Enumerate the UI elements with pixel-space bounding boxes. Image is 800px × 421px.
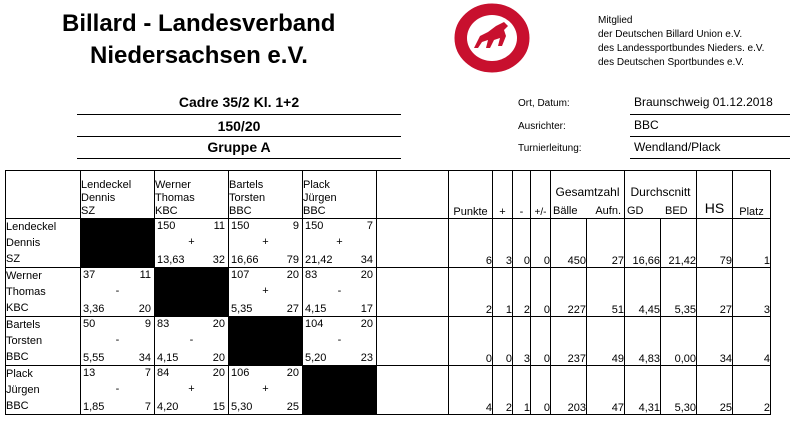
player-club: BBC bbox=[303, 205, 326, 217]
divider bbox=[630, 158, 790, 159]
match-gd: 4,20 bbox=[157, 401, 179, 413]
header-plusminus: +/- bbox=[531, 171, 551, 219]
stat-bed: 21,42 bbox=[661, 219, 697, 268]
stat-platz: 2 bbox=[733, 366, 771, 415]
player-club: BBC bbox=[229, 205, 252, 217]
date-label: Ort, Datum: bbox=[518, 98, 570, 109]
match-gd: 5,20 bbox=[305, 352, 327, 364]
match-sign: + bbox=[336, 236, 343, 248]
row-player-label bbox=[6, 317, 81, 366]
stat-pm: 0 bbox=[531, 317, 551, 366]
member-line: der Deutschen Billard Union e.V. bbox=[598, 29, 743, 40]
player-club: BBC bbox=[6, 351, 29, 363]
match-cell bbox=[303, 219, 377, 268]
stat-minus: 3 bbox=[513, 317, 531, 366]
match-balls: 83 bbox=[157, 318, 170, 330]
match-balls: 84 bbox=[157, 367, 170, 379]
stat-plus: 1 bbox=[493, 268, 513, 317]
stat-gd: 16,66 bbox=[625, 219, 661, 268]
match-cell bbox=[229, 366, 303, 415]
player-row bbox=[6, 366, 771, 415]
stat-baelle: 203 bbox=[551, 366, 587, 415]
player-first: Torsten bbox=[229, 192, 266, 204]
match-balls: 150 bbox=[157, 220, 176, 232]
header-baelle: Bälle bbox=[553, 205, 578, 217]
stat-baelle: 450 bbox=[551, 219, 587, 268]
match-cell bbox=[303, 268, 377, 317]
stat-punkte: 0 bbox=[449, 317, 493, 366]
col-player-4 bbox=[303, 171, 377, 219]
player-club: KBC bbox=[6, 302, 29, 314]
player-last: Plack bbox=[6, 368, 33, 380]
stat-aufn: 27 bbox=[587, 219, 625, 268]
stat-baelle: 237 bbox=[551, 317, 587, 366]
match-balls: 13 bbox=[83, 367, 96, 379]
member-line: Mitglied bbox=[598, 15, 633, 26]
player-last: Werner bbox=[155, 179, 191, 191]
header-gd: GD bbox=[627, 205, 644, 217]
match-gd: 3,36 bbox=[83, 303, 105, 315]
durchschnitt-label: Durchscnitt bbox=[630, 185, 691, 199]
match-cell bbox=[81, 366, 155, 415]
match-balls: 106 bbox=[231, 367, 250, 379]
match-hs: 25 bbox=[286, 401, 299, 413]
date-value: Braunschweig 01.12.2018 bbox=[634, 95, 773, 109]
match-cell bbox=[155, 219, 229, 268]
match-cell bbox=[155, 317, 229, 366]
association-logo bbox=[452, 2, 532, 74]
match-innings: 11 bbox=[213, 220, 225, 232]
stat-punkte: 2 bbox=[449, 268, 493, 317]
self-match-cell bbox=[303, 366, 377, 415]
player-first: Jürgen bbox=[303, 192, 337, 204]
self-match-cell bbox=[155, 268, 229, 317]
header-aufn: Aufn. bbox=[595, 205, 621, 217]
match-hs: 7 bbox=[144, 401, 151, 413]
match-hs: 20 bbox=[138, 303, 151, 315]
match-sign: + bbox=[188, 383, 195, 395]
stat-hs: 27 bbox=[697, 268, 733, 317]
player-last: Lendeckel bbox=[81, 179, 132, 191]
row-player-label bbox=[6, 219, 81, 268]
match-sign: - bbox=[337, 285, 342, 297]
stat-aufn: 49 bbox=[587, 317, 625, 366]
match-balls: 50 bbox=[83, 318, 96, 330]
match-innings: 9 bbox=[144, 318, 151, 330]
match-balls: 37 bbox=[83, 269, 96, 281]
player-first: Thomas bbox=[6, 286, 46, 298]
stat-plus: 0 bbox=[493, 317, 513, 366]
lead-value: Wendland/Plack bbox=[634, 140, 721, 154]
match-hs: 27 bbox=[286, 303, 299, 315]
match-hs: 34 bbox=[138, 352, 151, 364]
header-bed: BED bbox=[665, 205, 688, 217]
empty-cell bbox=[377, 268, 449, 317]
match-innings: 20 bbox=[286, 269, 299, 281]
col-player-3 bbox=[229, 171, 303, 219]
header-gesamtzahl bbox=[551, 171, 625, 219]
player-last: Bartels bbox=[6, 319, 41, 331]
match-balls: 104 bbox=[305, 318, 324, 330]
stat-aufn: 47 bbox=[587, 366, 625, 415]
stat-platz: 3 bbox=[733, 268, 771, 317]
divider bbox=[77, 158, 401, 159]
player-last: Werner bbox=[6, 270, 42, 282]
row-player-label bbox=[6, 268, 81, 317]
player-row bbox=[6, 268, 771, 317]
match-balls: 150 bbox=[305, 220, 324, 232]
match-sign: + bbox=[188, 236, 195, 248]
match-sign: + bbox=[262, 383, 269, 395]
stat-platz: 4 bbox=[733, 317, 771, 366]
header-plus: + bbox=[493, 171, 513, 219]
match-balls: 107 bbox=[231, 269, 250, 281]
match-innings: 11 bbox=[139, 269, 151, 281]
match-sign: - bbox=[337, 334, 342, 346]
match-cell bbox=[229, 268, 303, 317]
player-first: Jürgen bbox=[6, 384, 40, 396]
empty-cell bbox=[377, 219, 449, 268]
stat-minus: 0 bbox=[513, 219, 531, 268]
match-cell bbox=[81, 317, 155, 366]
match-innings: 9 bbox=[292, 220, 299, 232]
member-line: des Landessportbundes Nieders. e.V. bbox=[598, 43, 765, 54]
self-match-cell bbox=[229, 317, 303, 366]
stat-hs: 34 bbox=[697, 317, 733, 366]
stat-pm: 0 bbox=[531, 219, 551, 268]
empty-cell bbox=[377, 171, 449, 219]
match-gd: 4,15 bbox=[157, 352, 179, 364]
match-hs: 34 bbox=[360, 254, 373, 266]
match-sign: - bbox=[115, 285, 120, 297]
match-gd: 21,42 bbox=[305, 254, 333, 266]
empty-cell bbox=[377, 317, 449, 366]
match-cell bbox=[81, 268, 155, 317]
divider bbox=[77, 136, 401, 137]
stat-plus: 2 bbox=[493, 366, 513, 415]
self-match-cell bbox=[81, 219, 155, 268]
player-row bbox=[6, 219, 771, 268]
player-club: KBC bbox=[155, 205, 178, 217]
match-balls: 150 bbox=[231, 220, 250, 232]
stat-pm: 0 bbox=[531, 268, 551, 317]
match-gd: 5,55 bbox=[83, 352, 105, 364]
divider bbox=[630, 136, 790, 137]
player-first: Torsten bbox=[6, 335, 43, 347]
header-row bbox=[6, 171, 771, 219]
match-innings: 7 bbox=[366, 220, 373, 232]
stat-plus: 3 bbox=[493, 219, 513, 268]
stat-minus: 2 bbox=[513, 268, 531, 317]
match-cell bbox=[229, 219, 303, 268]
match-hs: 17 bbox=[360, 303, 373, 315]
row-player-label bbox=[6, 366, 81, 415]
stat-punkte: 4 bbox=[449, 366, 493, 415]
match-innings: 7 bbox=[144, 367, 151, 379]
distance: 150/20 bbox=[217, 118, 261, 134]
org-title-line2: Niedersachsen e.V. bbox=[90, 42, 308, 69]
stat-pm: 0 bbox=[531, 366, 551, 415]
match-innings: 20 bbox=[212, 318, 225, 330]
org-title-line1: Billard - Landesverband bbox=[62, 10, 336, 37]
stat-aufn: 51 bbox=[587, 268, 625, 317]
stat-bed: 5,35 bbox=[661, 268, 697, 317]
gesamtzahl-label: Gesamtzahl bbox=[555, 185, 620, 199]
group: Gruppe A bbox=[207, 139, 271, 155]
stat-hs: 25 bbox=[697, 366, 733, 415]
match-balls: 83 bbox=[305, 269, 318, 281]
match-innings: 20 bbox=[286, 367, 299, 379]
stat-gd: 4,31 bbox=[625, 366, 661, 415]
discipline: Cadre 35/2 Kl. 1+2 bbox=[178, 94, 300, 110]
player-last: Lendeckel bbox=[6, 221, 57, 233]
stat-minus: 1 bbox=[513, 366, 531, 415]
player-club: BBC bbox=[6, 400, 29, 412]
player-first: Dennis bbox=[81, 192, 116, 204]
match-hs: 79 bbox=[286, 254, 299, 266]
match-sign: - bbox=[115, 334, 120, 346]
player-row bbox=[6, 317, 771, 366]
host-value: BBC bbox=[634, 118, 659, 132]
col-player-1 bbox=[81, 171, 155, 219]
col-player-2 bbox=[155, 171, 229, 219]
stat-gd: 4,83 bbox=[625, 317, 661, 366]
corner-cell bbox=[6, 171, 81, 219]
player-club: SZ bbox=[6, 253, 21, 265]
match-gd: 5,30 bbox=[231, 401, 253, 413]
player-last: Plack bbox=[303, 179, 330, 191]
results-table bbox=[5, 170, 771, 415]
match-gd: 4,15 bbox=[305, 303, 327, 315]
member-line: des Deutschen Sportbundes e.V. bbox=[598, 57, 744, 68]
match-cell bbox=[303, 317, 377, 366]
header-minus: - bbox=[513, 171, 531, 219]
stat-bed: 0,00 bbox=[661, 317, 697, 366]
membership-note bbox=[598, 14, 764, 70]
player-club: SZ bbox=[81, 205, 96, 217]
match-cell bbox=[155, 366, 229, 415]
match-gd: 13,63 bbox=[157, 254, 185, 266]
match-sign: + bbox=[262, 236, 269, 248]
player-first: Thomas bbox=[155, 192, 195, 204]
match-gd: 1,85 bbox=[83, 401, 105, 413]
empty-cell bbox=[377, 366, 449, 415]
match-sign: - bbox=[115, 383, 120, 395]
stat-platz: 1 bbox=[733, 219, 771, 268]
match-sign: + bbox=[262, 285, 269, 297]
header-platz: Platz bbox=[733, 171, 771, 219]
host-label: Ausrichter: bbox=[518, 121, 566, 132]
match-sign: - bbox=[189, 334, 194, 346]
stat-punkte: 6 bbox=[449, 219, 493, 268]
player-first: Dennis bbox=[6, 237, 41, 249]
stat-hs: 79 bbox=[697, 219, 733, 268]
divider bbox=[77, 114, 401, 115]
header-punkte: Punkte bbox=[449, 171, 493, 219]
match-innings: 20 bbox=[360, 269, 373, 281]
stat-gd: 4,45 bbox=[625, 268, 661, 317]
match-gd: 5,35 bbox=[231, 303, 253, 315]
stat-bed: 5,30 bbox=[661, 366, 697, 415]
lead-label: Turnierleitung: bbox=[518, 143, 582, 154]
stat-baelle: 227 bbox=[551, 268, 587, 317]
match-hs: 23 bbox=[360, 352, 373, 364]
match-gd: 16,66 bbox=[231, 254, 259, 266]
match-hs: 32 bbox=[212, 254, 225, 266]
match-hs: 15 bbox=[212, 401, 225, 413]
match-innings: 20 bbox=[360, 318, 373, 330]
header-hs: HS bbox=[697, 171, 733, 219]
player-last: Bartels bbox=[229, 179, 264, 191]
header-durchschnitt bbox=[625, 171, 697, 219]
match-innings: 20 bbox=[212, 367, 225, 379]
match-hs: 20 bbox=[212, 352, 225, 364]
divider bbox=[630, 114, 790, 115]
